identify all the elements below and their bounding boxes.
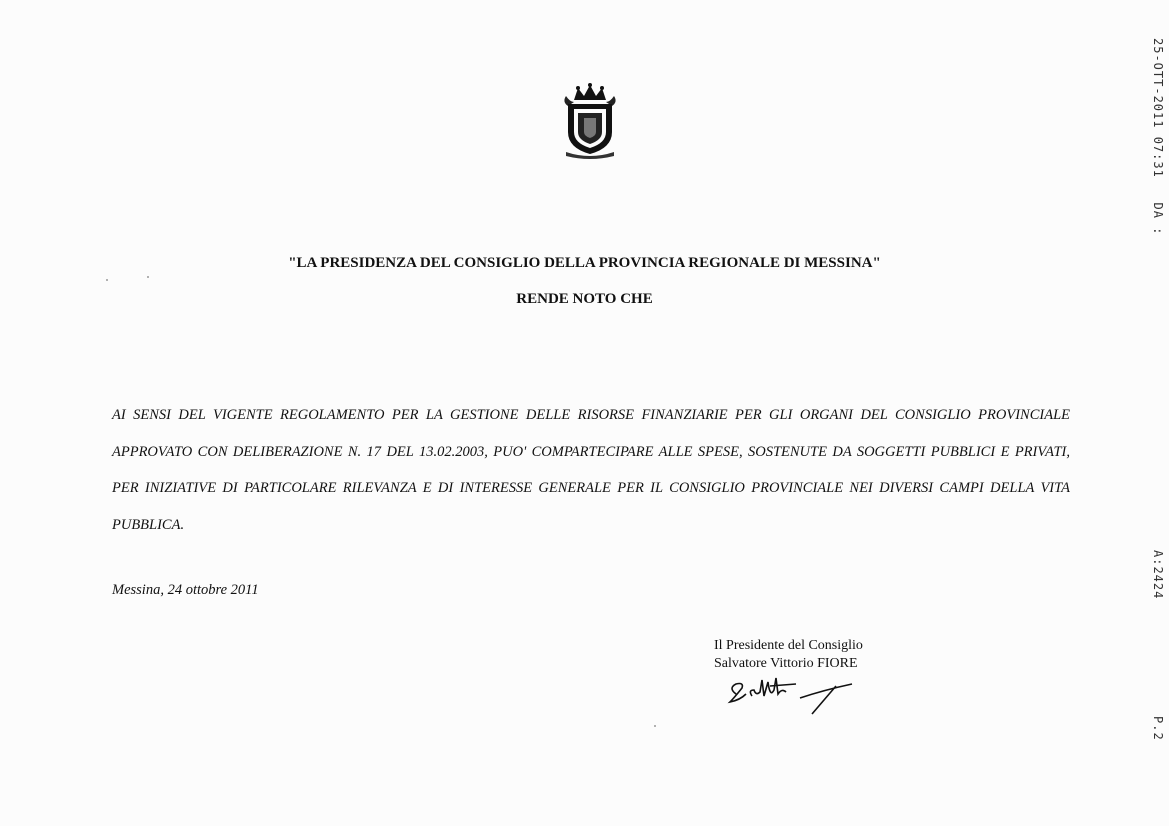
document-subtitle: RENDE NOTO CHE [516, 291, 653, 307]
signer-name: Salvatore Vittorio FIORE [714, 656, 858, 671]
handwritten-signature-icon [726, 672, 866, 718]
provincial-crest-icon [560, 82, 620, 160]
scan-speck [147, 276, 149, 278]
document-title: "LA PRESIDENZA DEL CONSIGLIO DELLA PROVINCIA REGIONALE DI MESSINA" [288, 255, 881, 271]
fax-page-number: P.2 [1151, 716, 1165, 741]
signature-block [714, 637, 863, 673]
fax-recipient: A:2424 [1151, 550, 1165, 600]
scan-speck [106, 279, 108, 281]
place-date: Messina, 24 ottobre 2011 [112, 582, 259, 598]
scan-speck [654, 725, 656, 727]
signer-role: Il Presidente del Consiglio [714, 638, 863, 653]
notice-paragraph: AI SENSI DEL VIGENTE REGOLAMENTO PER LA GESTIONE DELLE RISORSE FINANZIARIE PER GLI ORGANI DEL CONSIGLIO PROVINCIALE APPROVATO CON DELIBERAZIONE N. 17 DEL 13.02.2003, PUO' COMPARTECIPARE ALLE SPESE, SOSTENUTE DA SOGGETTI PUBBLICI E PRIVATI, PER INIZIATIVE DI PARTICOLARE RILEVANZA E DI INTERESSE GENERALE PER IL CONSIGLIO PROVINCIALE NEI DIVERSI CAMPI DELLA VITA PUBBLICA. [112, 407, 1070, 533]
fax-timestamp: 25-OTT-2011 07:31 DA : [1151, 38, 1165, 236]
